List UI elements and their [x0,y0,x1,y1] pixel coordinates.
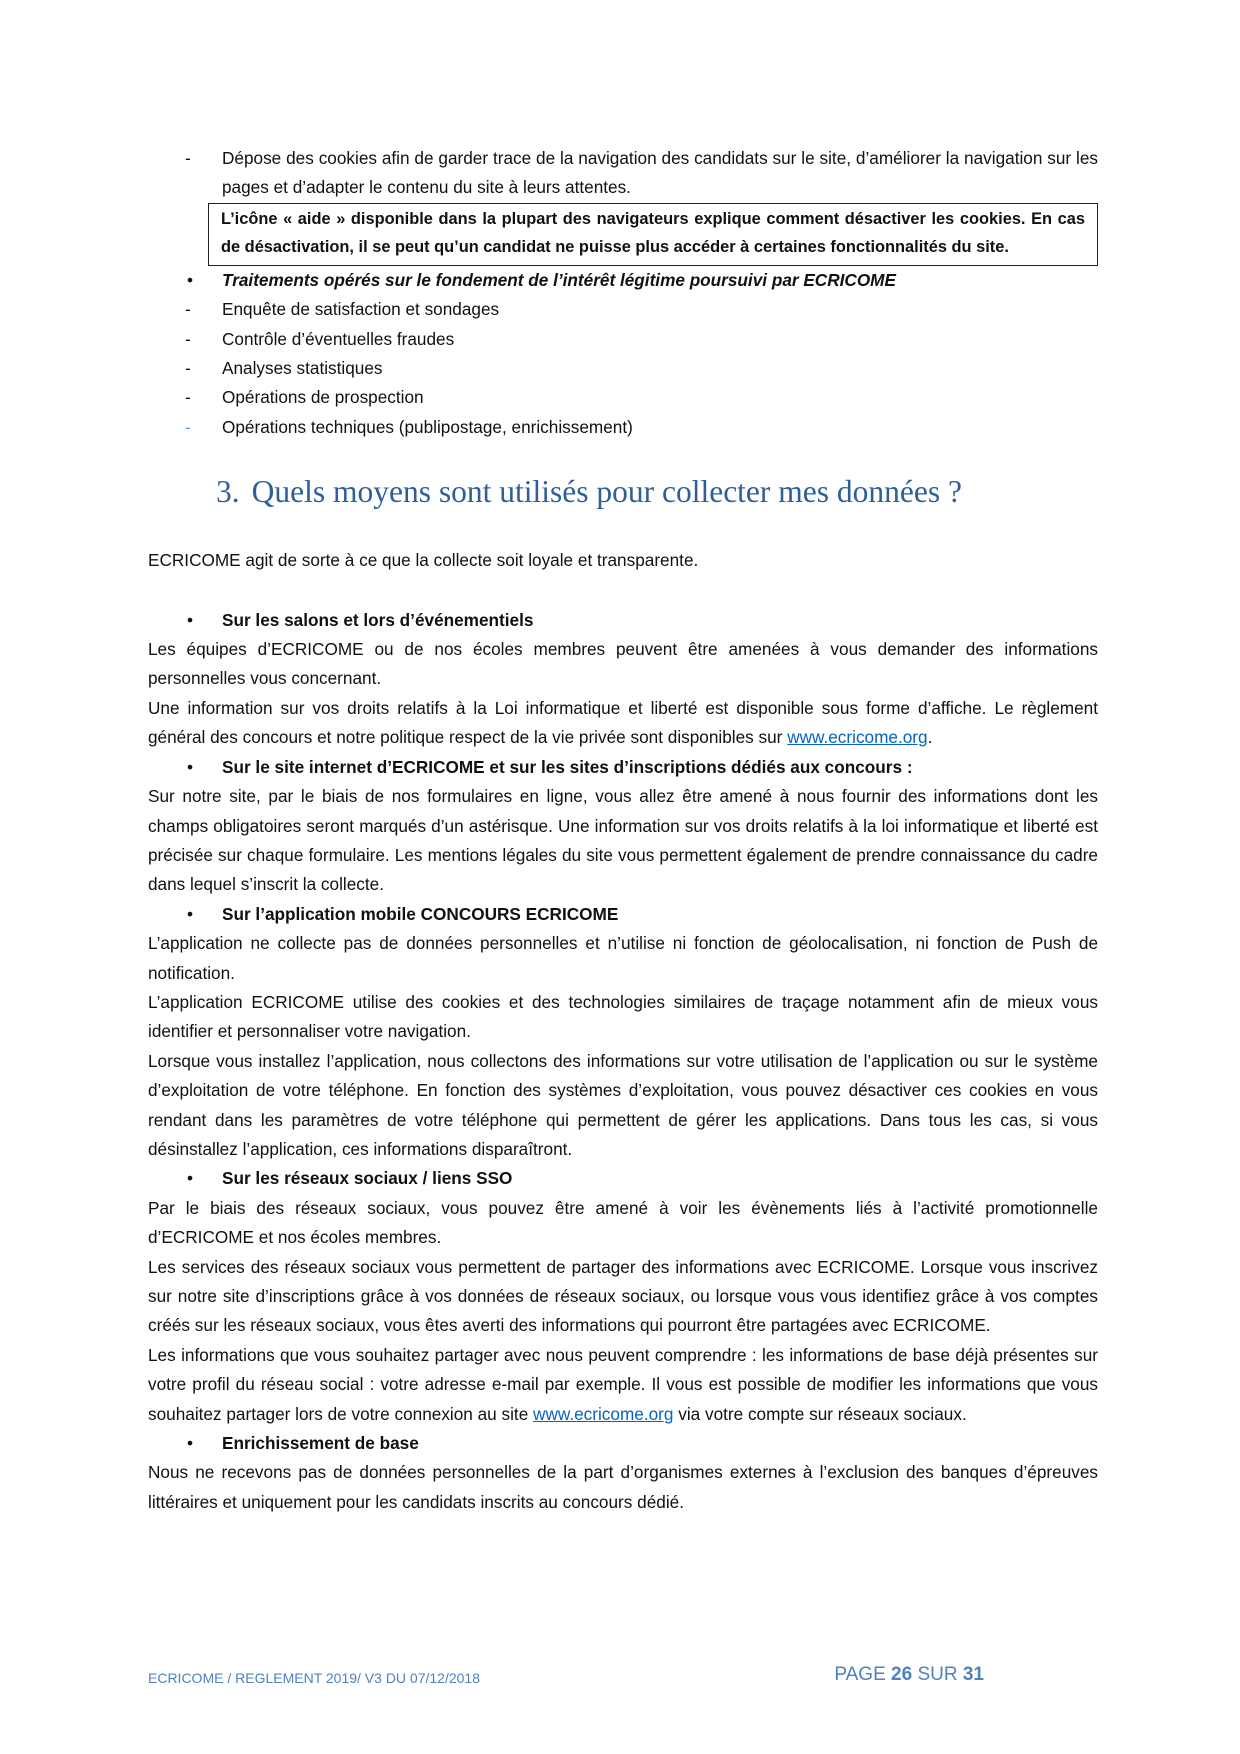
paragraph [148,1341,1098,1429]
social-heading-item [148,1164,1098,1193]
paragraph-end: . [927,727,933,748]
salons-heading-item [148,606,1098,635]
list-item [148,383,1098,412]
bullet-marker: • [187,903,194,924]
dash-marker: - [185,299,191,320]
paragraph: L’application ECRICOME utilise des cookies et des technologies similaires de traçage notamment afin de mieux vous identifier et personnaliser votre navigation. [148,991,1098,1042]
page-footer [148,1664,984,1694]
list-item [148,325,1098,354]
social-heading: Sur les réseaux sociaux / liens SSO [222,1168,513,1189]
dash-marker: - [185,328,191,349]
paragraph: Les équipes d’ECRICOME ou de nos écoles membres peuvent être amenées à vous demander des informations personnelles vous concernant. [148,639,1098,689]
page-number: 26 [891,1664,913,1685]
list-item-text: Dépose des cookies afin de garder trace de la navigation des candidats sur le site, d’améliorer la navigation sur les pages et d’adapter le contenu du site à leurs attentes. [222,148,1098,198]
list-item-text: Enquête de satisfaction et sondages [222,299,500,320]
bullet-marker: • [187,609,194,630]
bullet-marker: • [187,269,194,290]
paragraph: Nous ne recevons pas de données personnelles de la part d’organismes externes à l’exclusion des banques d’épreuves littéraires et uniquement pour les candidats inscrits au concours dédié. [148,1462,1098,1512]
list-item [148,295,1098,324]
paragraph [148,694,1098,753]
dash-marker: - [185,387,191,408]
paragraph: Sur notre site, par le biais de nos formulaires en ligne, vous allez être amené à nous fournir des informations dont les champs obligatoires seront marqués d’un astérisque. Une information sur vos droits relatifs à la loi informatique et liberté est précisée sur chaque formulaire. Les mentions légales du site vous permettent également de prendre connaissance du cadre dans lequel s’inscrit la collecte. [148,786,1098,895]
paragraph: L’application ne collecte pas de données personnelles et n’utilise ni fonction de géolocalisation, ni fonction de Push de notification. [148,933,1098,983]
section-number: 3. [216,474,240,510]
dash-marker: - [185,416,191,437]
dash-marker: - [185,358,191,379]
page-indicator [834,1664,984,1686]
paragraph: Les services des réseaux sociaux vous permettent de partager des informations avec ECRICOME. Lorsque vous inscrivez sur notre site d’inscriptions grâce à vos données de réseaux sociaux, ou lorsque vous vous identifiez grâce à vos comptes créés sur les réseaux sociaux, vous êtes averti des informations qui pourront être partagées avec ECRICOME. [148,1256,1098,1336]
list-item-cookies [148,144,1098,203]
section-intro: ECRICOME agit de sorte à ce que la collecte soit loyale et transparente. [148,550,699,571]
app-heading: Sur l’application mobile CONCOURS ECRICOME [222,903,619,924]
paragraph-text: Les informations que vous souhaitez partager avec nous peuvent comprendre : les informations de base déjà présentes sur votre profil du réseau social : votre adresse e-mail par exemple. Il vous est possible de modifier les informations que vous souhaitez partager lors de votre connexion au site [148,1344,1098,1424]
enrich-heading: Enrichissement de base [222,1433,419,1454]
site-heading: Sur le site internet d’ECRICOME et sur les sites d’inscriptions dédiés aux concours : [222,756,913,777]
page-content [148,144,1098,1517]
list-item [148,354,1098,383]
enrich-heading-item [148,1429,1098,1458]
footer-reference: ECRICOME / REGLEMENT 2019/ V3 DU 07/12/2018 [148,1670,480,1686]
app-heading-item [148,900,1098,929]
list-item [148,413,1098,442]
legit-interest-heading: Traitements opérés sur le fondement de l’intérêt légitime poursuivi par ECRICOME [222,269,896,290]
list-item-text: Opérations techniques (publipostage, enrichissement) [222,416,633,437]
bullet-marker: • [187,1168,194,1189]
list-item-text: Opérations de prospection [222,387,424,408]
paragraph-end: via votre compte sur réseaux sociaux. [678,1403,967,1424]
page-label: PAGE [834,1664,886,1685]
bullet-marker: • [187,1433,194,1454]
section-heading [216,472,1098,512]
section-title: Quels moyens sont utilisés pour collecter mes données ? [251,474,962,510]
paragraph: Lorsque vous installez l’application, nous collectons des informations sur votre utilisation de l’application ou sur le système d’exploitation de votre téléphone. En fonction des systèmes d’exploitation, vous pouvez désactiver ces cookies en vous rendant dans les paramètres de votre téléphone qui permettent de gérer les applications. Dans tous les cas, si vous désinstallez l’application, ces informations disparaîtront. [148,1050,1098,1159]
cookie-note-box [208,203,1098,266]
paragraph: Par le biais des réseaux sociaux, vous pouvez être amené à voir les évènements liés à l’activité promotionnelle d’ECRICOME et nos écoles membres. [148,1197,1098,1248]
page-total: 31 [962,1664,984,1685]
sur-label: SUR [917,1664,958,1685]
ecricome-link[interactable]: www.ecricome.org [787,727,928,748]
list-item-text: Contrôle d’éventuelles fraudes [222,328,455,349]
legit-interest-heading-item [148,266,1098,295]
ecricome-link[interactable]: www.ecricome.org [533,1403,674,1424]
salons-heading: Sur les salons et lors d’événementiels [222,609,534,630]
site-heading-item [148,753,1098,782]
list-item-text: Analyses statistiques [222,358,383,379]
cookie-note-text: L’icône « aide » disponible dans la plupart des navigateurs explique comment désactiver les cookies. En cas de désactivation, il se peut qu’un candidat ne puisse plus accéder à certaines fonctionnalités du site. [221,209,1085,256]
bullet-marker: • [187,756,194,777]
paragraph-text: Une information sur vos droits relatifs à la Loi informatique et liberté est disponible sous forme d’affiche. Le règlement général des concours et notre politique respect de la vie privée sont disponibles sur [148,697,1098,748]
dash-marker: - [185,148,191,168]
